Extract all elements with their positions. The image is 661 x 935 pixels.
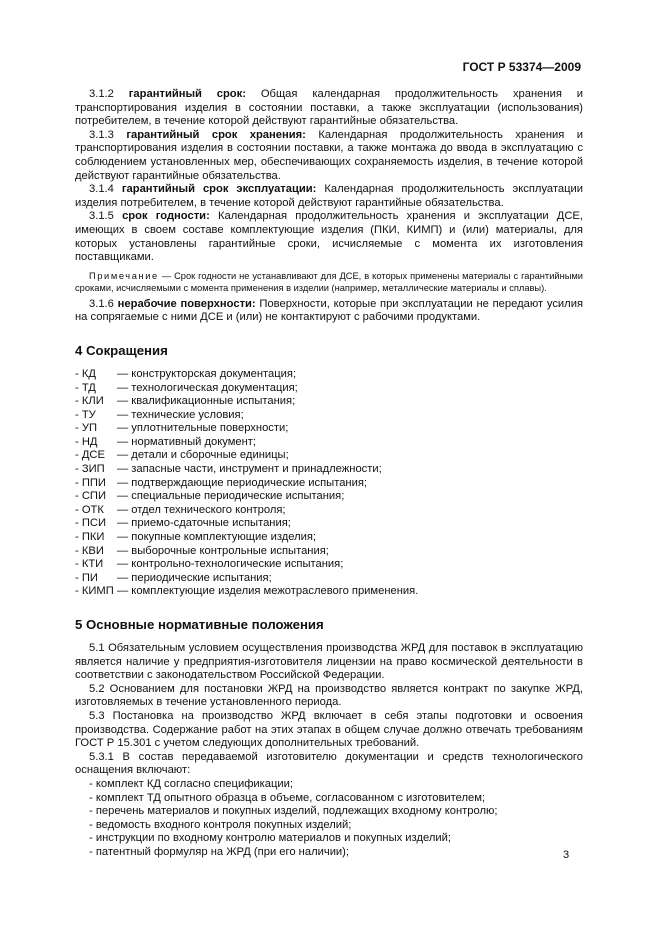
- note-label: Примечание: [89, 270, 159, 281]
- abbreviation-description: — технические условия;: [117, 408, 244, 421]
- abbreviation-code: - ПКИ: [75, 531, 105, 544]
- abbreviation-code: - ПСИ: [75, 517, 106, 530]
- page-content: [75, 88, 583, 860]
- abbreviation-description: — комплектующие изделия межотраслевого применения.: [117, 585, 419, 598]
- definition-3-1-4: 3.1.4 гарантийный срок эксплуатации: Календарная продолжительность эксплуатации изделия потребителем, в течение которой действуют гарантийные обязательства.: [75, 183, 584, 209]
- abbreviation-code: - УП: [75, 422, 97, 435]
- abbreviation-description: — покупные комплектующие изделия;: [117, 531, 317, 544]
- abbreviation-item: [75, 382, 583, 396]
- abbreviation-item: [75, 449, 583, 463]
- abbreviation-description: — контрольно-технологические испытания;: [117, 558, 344, 571]
- abbreviation-code: - НД: [75, 435, 98, 448]
- section-5-title: 5 Основные нормативные положения: [75, 617, 324, 632]
- abbreviation-item: [75, 477, 583, 491]
- definition-3-1-3: 3.1.3 гарантийный срок хранения: Календарная продолжительность хранения и транспортирования изделия в состоянии поставки, а также монтажа до ввода в эксплуатацию с соблюдением установленных мер, обеспечивающих сохраняемость изделия, в течение которой действуют гарантийные обязательства.: [75, 128, 584, 182]
- section-5-list-item: - перечень материалов и покупных изделий, подлежащих входному контролю;: [89, 805, 498, 818]
- definition-3-1-5: 3.1.5 срок годности: Календарная продолжительность хранения и эксплуатации ДСЕ, имеющих в своем составе комплектующие изделия (ПКИ, КИМП) и (или) материалы, для которых установлены гарантийные сроки, исчисляемые с момента их изготовления поставщиками.: [75, 210, 584, 264]
- abbreviation-item: [75, 585, 583, 599]
- abbreviation-description: — отдел технического контроля;: [117, 503, 286, 516]
- abbreviation-code: - ДСЕ: [75, 449, 105, 462]
- abbreviation-description: — выборочные контрольные испытания;: [117, 544, 329, 557]
- definition-3-1-2: 3.1.2 гарантийный срок: Общая календарная продолжительность хранения и транспортирования изделия в состоянии поставки, а также эксплуатации (использования) потребителем, в течение которой действуют гарантийные обязательства.: [75, 88, 584, 128]
- abbreviation-code: - КВИ: [75, 544, 104, 557]
- section-5-list-item: - патентный формуляр на ЖРД (при его наличии);: [89, 845, 350, 858]
- abbreviation-item: [75, 463, 583, 477]
- abbreviation-code: - ПИ: [75, 571, 98, 584]
- abbreviation-description: — квалификационные испытания;: [117, 395, 296, 408]
- abbreviation-item: [75, 368, 583, 382]
- abbreviation-code: - ТД: [75, 381, 96, 394]
- abbreviation-code: - ЗИП: [75, 463, 105, 476]
- abbreviation-description: — периодические испытания;: [117, 571, 272, 584]
- abbreviation-description: — приемо-сдаточные испытания;: [117, 517, 291, 530]
- abbreviations-list: [75, 368, 583, 599]
- abbreviation-description: — технологическая документация;: [117, 381, 298, 394]
- abbreviation-code: - КИМП: [75, 585, 114, 598]
- section-5-list-item: - комплект ТД опытного образца в объеме, согласованном с изготовителем;: [89, 791, 486, 804]
- abbreviation-code: - КД: [75, 367, 96, 380]
- note-text: — Срок годности не устанавливают для ДСЕ, в которых применены материалы с гарантийными сроками, исчисляемыми с момента применения в изделии (например, металлические материалы и сплавы).: [75, 270, 583, 293]
- abbreviation-code: - ППИ: [75, 476, 106, 489]
- abbreviation-item: [75, 395, 583, 409]
- abbreviation-code: - ОТК: [75, 503, 104, 516]
- abbreviation-item: [75, 490, 583, 504]
- abbreviation-description: — детали и сборочные единицы;: [117, 449, 289, 462]
- abbreviation-description: — запасные части, инструмент и принадлежности;: [117, 463, 382, 476]
- section-5-list-item: - ведомость входного контроля покупных изделий;: [89, 818, 352, 831]
- abbreviation-item: [75, 504, 583, 518]
- definition-3-1-6: 3.1.6 нерабочие поверхности: Поверхности, которые при эксплуатации не передают усилия на сопрягаемые с ними ДСЕ и (или) не контактируют с рабочими продуктами.: [75, 297, 583, 324]
- abbreviation-code: - ТУ: [75, 408, 96, 421]
- note: [75, 270, 583, 294]
- section-5-paragraph: 5.2 Основанием для постановки ЖРД на производство является контракт по закупке ЖРД, изготовляемых в течение установленного периода.: [75, 682, 583, 709]
- abbreviation-item: [75, 517, 583, 531]
- section-5-list-item: - комплект КД согласно спецификации;: [89, 777, 294, 790]
- section-5-paragraphs: [75, 642, 583, 778]
- abbreviation-item: [75, 545, 583, 559]
- abbreviation-code: - СПИ: [75, 490, 106, 503]
- section-5-list-item: - инструкции по входному контролю материалов и покупных изделий;: [89, 832, 451, 845]
- abbreviation-item: [75, 409, 583, 423]
- abbreviation-item: [75, 436, 583, 450]
- section-5-paragraph: 5.3 Постановка на производство ЖРД включает в себя этапы подготовки и освоения производства. Содержание работ на этих этапах в общем случае должно отвечать требованиям ГОСТ Р 15.301 с учетом следующих дополнительных требований.: [75, 709, 583, 750]
- abbreviation-item: [75, 422, 583, 436]
- abbreviation-description: — подтверждающие периодические испытания;: [117, 476, 368, 489]
- section-5-paragraph: 5.1 Обязательным условием осуществления производства ЖРД для поставок в эксплуатацию является наличие у предприятия-изготовителя лицензии на право космической деятельности в соответствии с законодательством Российской Федерации.: [75, 642, 583, 682]
- section-5-paragraph: 5.3.1 В состав передаваемой изготовителю документации и средств технологического оснащения включают:: [75, 750, 583, 777]
- abbreviation-code: - КТИ: [75, 558, 104, 571]
- abbreviation-item: [75, 572, 583, 586]
- abbreviation-description: — конструкторская документация;: [117, 367, 297, 380]
- abbreviation-code: - КЛИ: [75, 395, 104, 408]
- abbreviation-description: — нормативный документ;: [117, 435, 257, 448]
- abbreviation-item: [75, 558, 583, 572]
- section-5-list: [75, 778, 583, 860]
- abbreviation-item: [75, 531, 583, 545]
- section-4-title: 4 Сокращения: [75, 342, 168, 358]
- standard-header: ГОСТ Р 53374—2009: [462, 60, 581, 74]
- abbreviation-description: — уплотнительные поверхности;: [117, 422, 289, 435]
- abbreviation-description: — специальные периодические испытания;: [117, 490, 345, 503]
- page-number: 3: [563, 849, 570, 861]
